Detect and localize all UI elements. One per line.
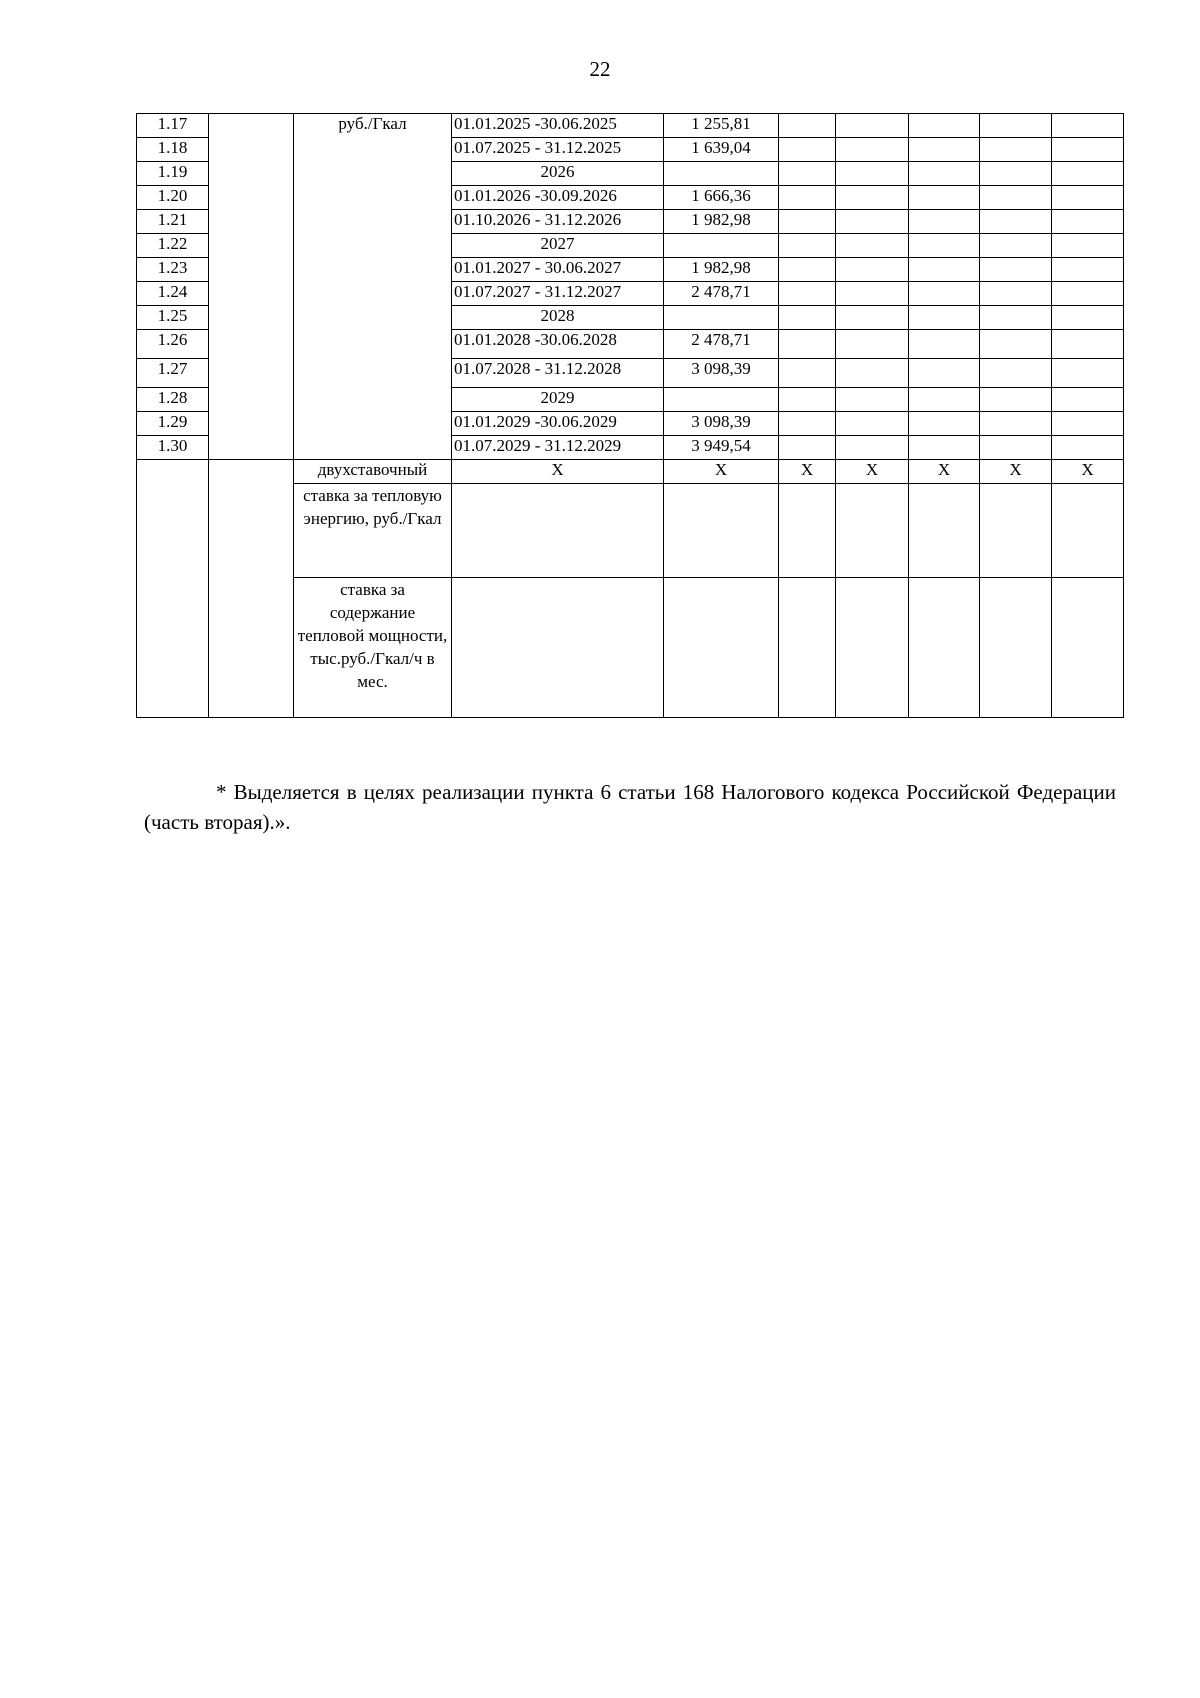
empty-cell xyxy=(836,210,909,234)
empty-cell xyxy=(980,484,1052,578)
empty-cell xyxy=(1052,234,1124,258)
empty-cell xyxy=(909,578,980,718)
tariff-value-cell xyxy=(664,162,779,186)
row-number: 1.20 xyxy=(137,186,209,210)
empty-cell xyxy=(836,359,909,388)
period-cell: 01.01.2026 -30.09.2026 xyxy=(452,186,664,210)
tariff-value-cell: 1 982,98 xyxy=(664,210,779,234)
empty-cell xyxy=(909,186,980,210)
tariff-value-cell: 1 639,04 xyxy=(664,138,779,162)
tariff-value-cell xyxy=(664,388,779,412)
page-number: 22 xyxy=(589,57,611,81)
row-number: 1.25 xyxy=(137,306,209,330)
empty-cell xyxy=(909,138,980,162)
empty-cell xyxy=(779,359,836,388)
empty-cell xyxy=(909,234,980,258)
empty-cell xyxy=(836,436,909,460)
year-cell: 2029 xyxy=(452,388,664,412)
empty-cell xyxy=(980,412,1052,436)
year-cell: 2026 xyxy=(452,162,664,186)
empty-cell xyxy=(664,578,779,718)
empty-cell xyxy=(1052,412,1124,436)
empty-cell xyxy=(1052,282,1124,306)
period-cell: 01.07.2028 - 31.12.2028 xyxy=(452,359,664,388)
empty-cell xyxy=(980,234,1052,258)
empty-cell xyxy=(909,162,980,186)
table-row-two-part xyxy=(137,460,1124,484)
empty-cell xyxy=(909,412,980,436)
empty-cell xyxy=(1052,436,1124,460)
period-cell: 01.01.2029 -30.06.2029 xyxy=(452,412,664,436)
tariff-value-cell: 2 478,71 xyxy=(664,282,779,306)
empty-cell xyxy=(836,330,909,359)
empty-cell xyxy=(779,436,836,460)
row-number: 1.24 xyxy=(137,282,209,306)
empty-cell xyxy=(836,138,909,162)
empty-cell xyxy=(1052,210,1124,234)
empty-cell xyxy=(779,234,836,258)
table-row xyxy=(137,114,1124,138)
period-cell: 01.07.2029 - 31.12.2029 xyxy=(452,436,664,460)
row-number: 1.17 xyxy=(137,114,209,138)
empty-cell xyxy=(980,330,1052,359)
empty-cell xyxy=(779,210,836,234)
empty-cell xyxy=(452,484,664,578)
empty-cell xyxy=(779,330,836,359)
tariff-value-cell: 3 949,54 xyxy=(664,436,779,460)
empty-cell xyxy=(909,436,980,460)
energy-rate-label: ставка за тепловую энергию, руб./Гкал xyxy=(294,484,452,578)
empty-cell xyxy=(836,388,909,412)
row-number: 1.19 xyxy=(137,162,209,186)
period-cell: 01.01.2027 - 30.06.2027 xyxy=(452,258,664,282)
empty-cell xyxy=(1052,186,1124,210)
empty-cell xyxy=(1052,578,1124,718)
empty-cell xyxy=(909,484,980,578)
empty-cell xyxy=(980,114,1052,138)
empty-cell xyxy=(836,306,909,330)
empty-cell xyxy=(779,138,836,162)
empty-cell xyxy=(779,162,836,186)
row-number: 1.22 xyxy=(137,234,209,258)
empty-cell xyxy=(909,210,980,234)
period-cell: 01.07.2025 - 31.12.2025 xyxy=(452,138,664,162)
empty-cell xyxy=(1052,162,1124,186)
empty-cell xyxy=(980,306,1052,330)
x-mark: X xyxy=(909,460,980,484)
empty-cell xyxy=(980,282,1052,306)
empty-cell xyxy=(836,484,909,578)
empty-cell xyxy=(1052,306,1124,330)
empty-cell xyxy=(836,412,909,436)
empty-cell xyxy=(980,186,1052,210)
x-mark: X xyxy=(1052,460,1124,484)
empty-cell xyxy=(1052,484,1124,578)
x-mark: X xyxy=(836,460,909,484)
empty-cell xyxy=(1052,388,1124,412)
empty-cell xyxy=(779,186,836,210)
empty-cell xyxy=(1052,330,1124,359)
empty-cell xyxy=(980,258,1052,282)
row-number: 1.30 xyxy=(137,436,209,460)
empty-cell xyxy=(909,258,980,282)
empty-cell xyxy=(836,258,909,282)
empty-cell xyxy=(980,436,1052,460)
empty-cell xyxy=(836,234,909,258)
x-mark: X xyxy=(779,460,836,484)
empty-cell xyxy=(836,578,909,718)
period-cell: 01.01.2028 -30.06.2028 xyxy=(452,330,664,359)
empty-cell xyxy=(779,114,836,138)
empty-cell xyxy=(980,210,1052,234)
period-cell: 01.10.2026 - 31.12.2026 xyxy=(452,210,664,234)
capacity-rate-label: ставка за содержание тепловой мощности, тыс.руб./Гкал/ч в мес. xyxy=(294,578,452,718)
empty-cell xyxy=(980,359,1052,388)
empty-cell xyxy=(836,162,909,186)
row-number: 1.27 xyxy=(137,359,209,388)
empty-cell xyxy=(779,578,836,718)
empty-cell xyxy=(909,388,980,412)
tariff-value-cell: 1 982,98 xyxy=(664,258,779,282)
tariff-value-cell: 1 255,81 xyxy=(664,114,779,138)
empty-cell xyxy=(779,412,836,436)
empty-cell xyxy=(836,114,909,138)
empty-cell xyxy=(664,484,779,578)
tariff-value-cell: 3 098,39 xyxy=(664,359,779,388)
row-number: 1.23 xyxy=(137,258,209,282)
tariff-table-body xyxy=(137,114,1124,718)
empty-cell xyxy=(209,460,294,718)
x-mark: X xyxy=(452,460,664,484)
empty-cell xyxy=(980,578,1052,718)
empty-cell xyxy=(779,306,836,330)
two-part-label: двухставочный xyxy=(294,460,452,484)
year-cell: 2028 xyxy=(452,306,664,330)
empty-cell xyxy=(779,388,836,412)
row-number: 1.28 xyxy=(137,388,209,412)
period-cell: 01.01.2025 -30.06.2025 xyxy=(452,114,664,138)
empty-cell xyxy=(779,258,836,282)
x-mark: X xyxy=(980,460,1052,484)
tariff-unit-cell: руб./Гкал xyxy=(294,114,452,460)
empty-cell xyxy=(452,578,664,718)
empty-cell xyxy=(1052,258,1124,282)
x-mark: X xyxy=(664,460,779,484)
row-number: 1.29 xyxy=(137,412,209,436)
row-number: 1.26 xyxy=(137,330,209,359)
tariff-table xyxy=(136,113,1124,718)
footnote: * Выделяется в целях реализации пункта 6 статьи 168 Налогового кодекса Российской Федерации (часть вторая).». xyxy=(144,780,1116,834)
tariff-value-cell: 1 666,36 xyxy=(664,186,779,210)
empty-cell xyxy=(980,138,1052,162)
empty-cell xyxy=(909,282,980,306)
row-number: 1.18 xyxy=(137,138,209,162)
empty-cell xyxy=(980,388,1052,412)
empty-cell xyxy=(909,114,980,138)
empty-cell xyxy=(980,162,1052,186)
empty-cell xyxy=(909,330,980,359)
year-cell: 2027 xyxy=(452,234,664,258)
empty-cell xyxy=(779,282,836,306)
empty-cell xyxy=(836,186,909,210)
tariff-value-cell: 3 098,39 xyxy=(664,412,779,436)
empty-cell xyxy=(1052,138,1124,162)
empty-cell xyxy=(836,282,909,306)
empty-cell xyxy=(909,359,980,388)
empty-cell xyxy=(209,114,294,460)
tariff-value-cell: 2 478,71 xyxy=(664,330,779,359)
row-number: 1.21 xyxy=(137,210,209,234)
empty-cell xyxy=(779,484,836,578)
period-cell: 01.07.2027 - 31.12.2027 xyxy=(452,282,664,306)
tariff-value-cell xyxy=(664,234,779,258)
empty-cell xyxy=(1052,359,1124,388)
empty-cell xyxy=(1052,114,1124,138)
tariff-value-cell xyxy=(664,306,779,330)
empty-cell xyxy=(909,306,980,330)
empty-cell xyxy=(137,460,209,718)
